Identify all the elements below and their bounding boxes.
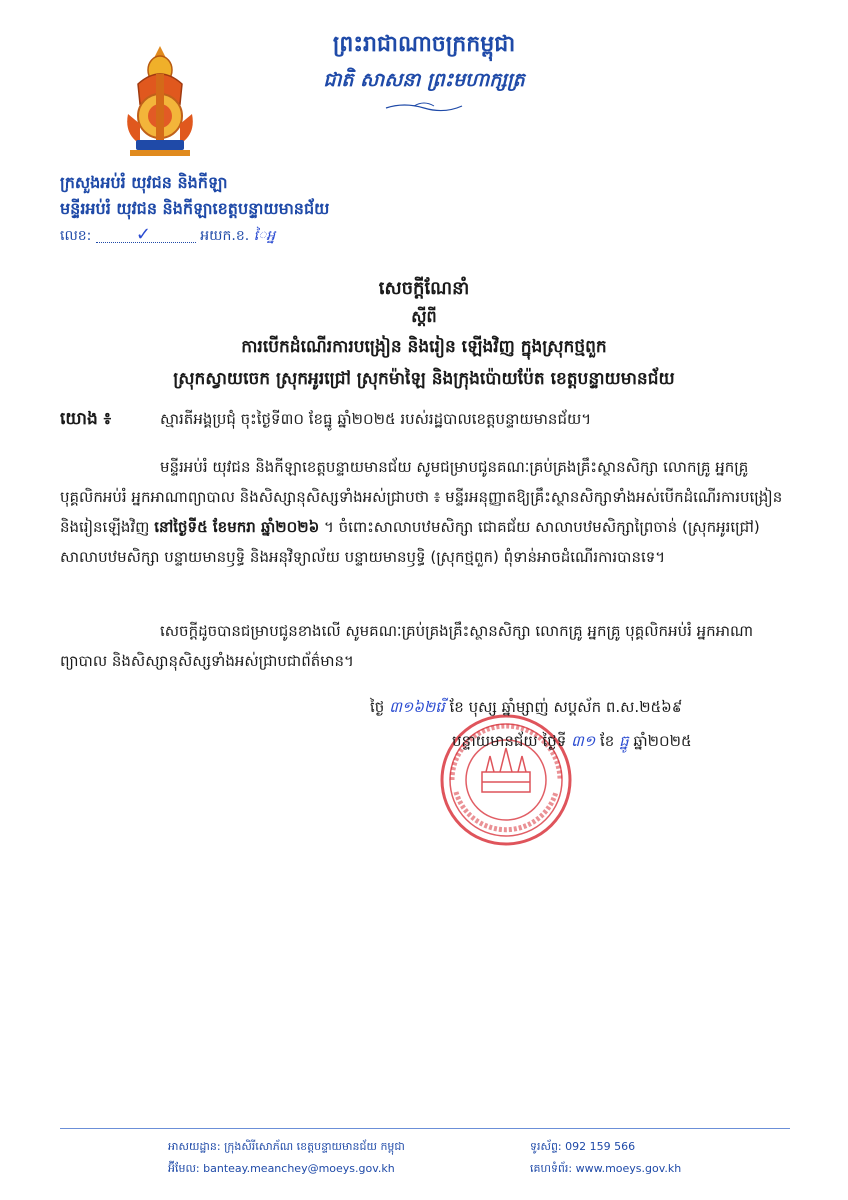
department-name: មន្ទីរអប់រំ យុវជន និងកីឡាខេត្តបន្ទាយមានជ័យ	[60, 199, 330, 218]
ref-number-blank	[96, 223, 196, 245]
solar-month-handwriting: ធ្នូ	[619, 732, 629, 750]
document-title: សេចក្តីណែនាំ	[378, 278, 470, 299]
ref-label: លេខ:	[60, 228, 92, 244]
ref-suffix: អយក.ខ.	[200, 228, 250, 244]
reference-number-line	[60, 223, 276, 247]
ref-handwriting: ៃអ្ន	[253, 228, 276, 244]
national-motto: ជាតិ សាសនា ព្រះមហាក្សត្រ	[323, 69, 525, 91]
lunar-day-handwriting: ៣១៦២រើ	[389, 698, 445, 716]
checkmark-icon: ✓	[135, 223, 151, 245]
body-paragraph-2: សេចក្តីដូចបានជម្រាបជូនខាងលើ សូមគណៈគ្រប់គ្រងគ្រឹះស្ថានសិក្សា លោកគ្រូ អ្នកគ្រូ បុគ្គលិកអប់រំ អ្នកអាណាព្យាបាល និងសិស្សានុសិស្សទាំងអស់ជ្រាបជាព័ត៌មាន។	[60, 622, 754, 670]
solar-date-line	[452, 732, 692, 754]
footer-phone: ទូរស័ព្ទ: 092 159 566	[530, 1140, 636, 1153]
ornament-divider-icon	[384, 100, 464, 112]
solar-month-label: ខែ	[600, 732, 615, 750]
body-paragraph-1	[60, 452, 790, 572]
solar-year: ឆ្នាំ២០២៥	[633, 732, 692, 750]
p1-reopen-date: នៅថ្ងៃទី៥ ខែមករា ឆ្នាំ២០២៦	[154, 518, 320, 536]
reference-text: ស្មារតីអង្គប្រជុំ ចុះថ្ងៃទី៣០ ខែធ្នូ ឆ្នាំ២០២៥ របស់រដ្ឋបាលខេត្តបន្ទាយមានជ័យ។	[160, 410, 592, 428]
footer-website: គេហទំព័រ: www.moeys.gov.kh	[530, 1162, 682, 1175]
reference-label: យោង ៖	[60, 409, 112, 429]
lunar-prefix: ថ្ងៃ	[370, 698, 385, 716]
lunar-date-line	[370, 698, 682, 720]
kingdom-heading: ព្រះរាជាណាចក្រកម្ពុជា	[332, 32, 516, 57]
lunar-rest: ខែ បុស្ស ឆ្នាំម្សាញ់ សប្តស័ក ព.ស.២៥៦៩	[449, 698, 683, 716]
subject-line-1: ការបើកដំណើរការបង្រៀន និងរៀន ឡើងវិញ ក្នុងស្រុកថ្មពួក	[241, 337, 607, 357]
footer-divider	[60, 1128, 790, 1129]
ministry-name: ក្រសួងអប់រំ យុវជន និងកីឡា	[60, 173, 228, 192]
title-about: ស្តីពី	[411, 307, 437, 326]
solar-place: បន្ទាយមានជ័យ ថ្ងៃទី	[452, 732, 567, 750]
subject-line-2: ស្រុកស្វាយចេក ស្រុកអូរជ្រៅ ស្រុកម៉ាឡៃ និងក្រុងប៉ោយប៉ែត ខេត្តបន្ទាយមានជ័យ	[173, 369, 675, 389]
solar-day-handwriting: ៣១	[571, 732, 596, 750]
p1-text-b: ។ ចំពោះសាលាបឋមសិក្សា ជោគជ័យ សាលាបឋមសិក្សាព្រៃចាន់ (ស្រុកអូរជ្រៅ) សាលាបឋមសិក្សា បន្ទាយមានឫទ្ធិ និងអនុវិទ្យាល័យ បន្ទាយមានឫទ្ធិ (ស្រុកថ្មពួក) ពុំទាន់អាចដំណើរការបានទេ។	[60, 518, 760, 566]
footer-email: អ៊ីមែល: banteay.meanchey@moeys.gov.kh	[168, 1162, 395, 1175]
p1-text-a: មន្ទីរអប់រំ យុវជន និងកីឡាខេត្តបន្ទាយមានជ័យ សូមជម្រាបជូនគណៈគ្រប់គ្រងគ្រឹះស្ថានសិក្សា លោកគ្រូ អ្នកគ្រូ បុគ្គលិកអប់រំ អ្នកអាណាព្យាបាល និងសិស្សានុសិស្សទាំងអស់ជ្រាបថា ៖ មន្ទីរអនុញ្ញាតឱ្យគ្រឹះស្ថានសិក្សាទាំងអស់បើកដំណើរការបង្រៀន និងរៀនឡើងវិញ	[60, 458, 783, 536]
footer-address: អាសយដ្ឋាន: ក្រុងសិរីសោភ័ណ ខេត្តបន្ទាយមានជ័យ កម្ពុជា	[168, 1140, 405, 1153]
